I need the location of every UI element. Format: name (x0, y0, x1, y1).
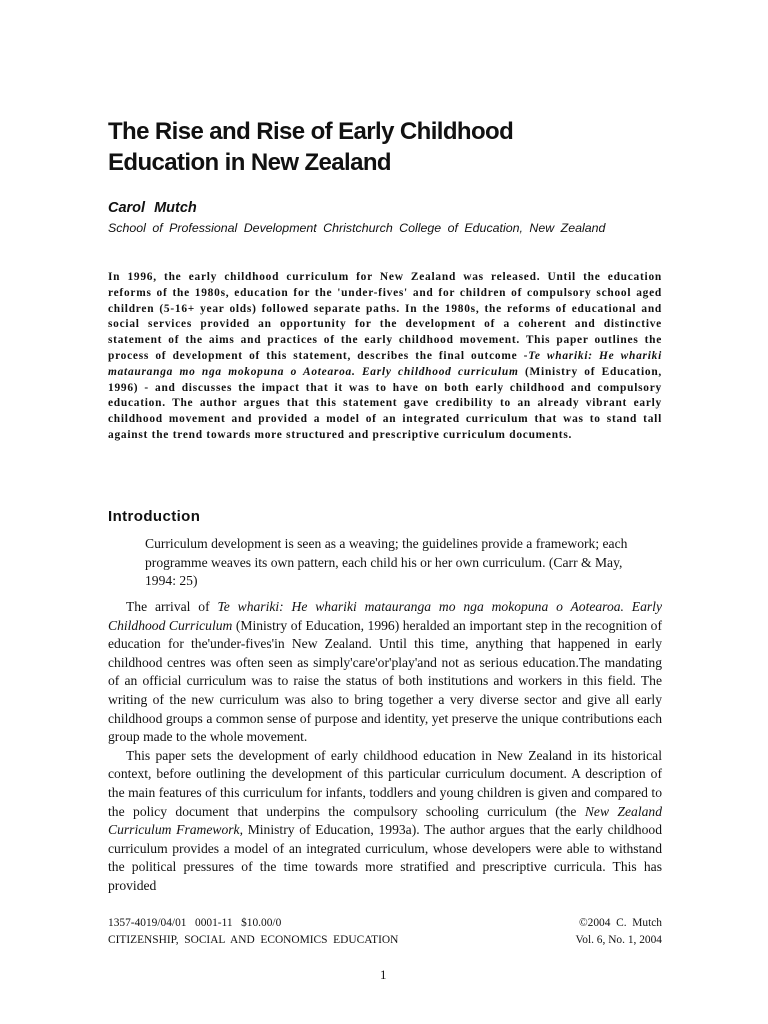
body-text (108, 598, 662, 896)
abstract-text-1: In 1996, the early childhood curriculum for New Zealand was released. Until the education reforms of the 1980s, education for the 'under-fives' and for children of compulsory school aged children (5-16+ year olds) followed separate paths. In the 1980s, the reforms of educational and social services provided an opportunity for the development of a coherent and distinctive statement of the aims and practices of the early childhood movement. This paper outlines the process of development of this statement, describes the final outcome - (108, 271, 662, 362)
paragraph-2-rest: Ministry of Education, 1993a). The author argues that the early childhood curriculum provides a model of an integrated curriculum, whose developers were able to withstand the political pressures of the time towards more stratified and prescriptive curricula. This has provided (108, 822, 662, 893)
footer-journal-name: CITIZENSHIP, SOCIAL AND ECONOMICS EDUCATION (108, 934, 399, 946)
page-number: 1 (380, 967, 387, 982)
footer-volume: Vol. 6, No. 1, 2004 (575, 934, 662, 946)
paragraph-1-title: Te whariki: He whariki matauranga mo nga mokopuna o Aotearoa. Early Childhood Curriculum (108, 599, 662, 633)
epigraph-quote: Curriculum development is seen as a weaving; the guidelines provide a framework; each programme weaves its own pattern, each child his or her own curriculum. (Carr & May, 1994: 25) (145, 536, 628, 589)
abstract-text-2: (Ministry of Education, 1996) - and discusses the impact that it was to have on both early childhood and compulsory education. The author argues that this statement gave credibility to an already vibrant early childhood movement and provided a model of an integrated curriculum that was to stand tall against the trend towards more structured and prescriptive curriculum documents. (108, 365, 663, 441)
paragraph-1-lead: The arrival of (126, 599, 218, 614)
title-line-2: Education in New Zealand (108, 149, 391, 176)
author-name: Carol Mutch (108, 200, 197, 216)
footer-issn: 1357-4019/04/01 0001-11 $10.00/0 (108, 917, 282, 929)
paragraph-1-rest: (Ministry of Education, 1996) heralded an important step in the recognition of education for the'under-fives'in New Zealand. Until this time, anything that happened in early childhood centres was often seen as simply'care'or'play'and not as serious education.The mandating of an official curriculum was to raise the status of both institutions and workers in this field. The writing of the new curriculum was also to bring together a very diverse sector and give all early childhood groups a common sense of purpose and identity, yet preserve the unique contributions each group made to the whole movement. (108, 617, 662, 745)
section-heading-introduction: Introduction (108, 508, 201, 525)
paragraph-2-title: New Zealand Curriculum Framework, (108, 803, 662, 838)
paragraph-2-lead: This paper sets the development of early childhood education in New Zealand in its historical context, before outlining the development of this particular curriculum document. A description of the main features of this curriculum for infants, toddlers and young children is given and compared to the policy document that underpins the compulsory schooling curriculum (the (108, 747, 662, 819)
abstract (108, 270, 662, 444)
paragraph-1 (108, 598, 662, 747)
title-line-1: The Rise and Rise of Early Childhood (108, 118, 514, 145)
paper-title (108, 116, 668, 178)
footer-right (576, 915, 663, 949)
author-affiliation: School of Professional Development Christchurch College of Education, New Zealand (108, 221, 606, 235)
paragraph-2 (108, 747, 662, 896)
footer-left (108, 915, 398, 949)
footer-copyright: ©2004 C. Mutch (578, 917, 662, 929)
abstract-curriculum-title: Te whariki: He whariki matauranga mo nga mokopuna o Aotearoa. Early childhood curriculum (108, 349, 663, 378)
